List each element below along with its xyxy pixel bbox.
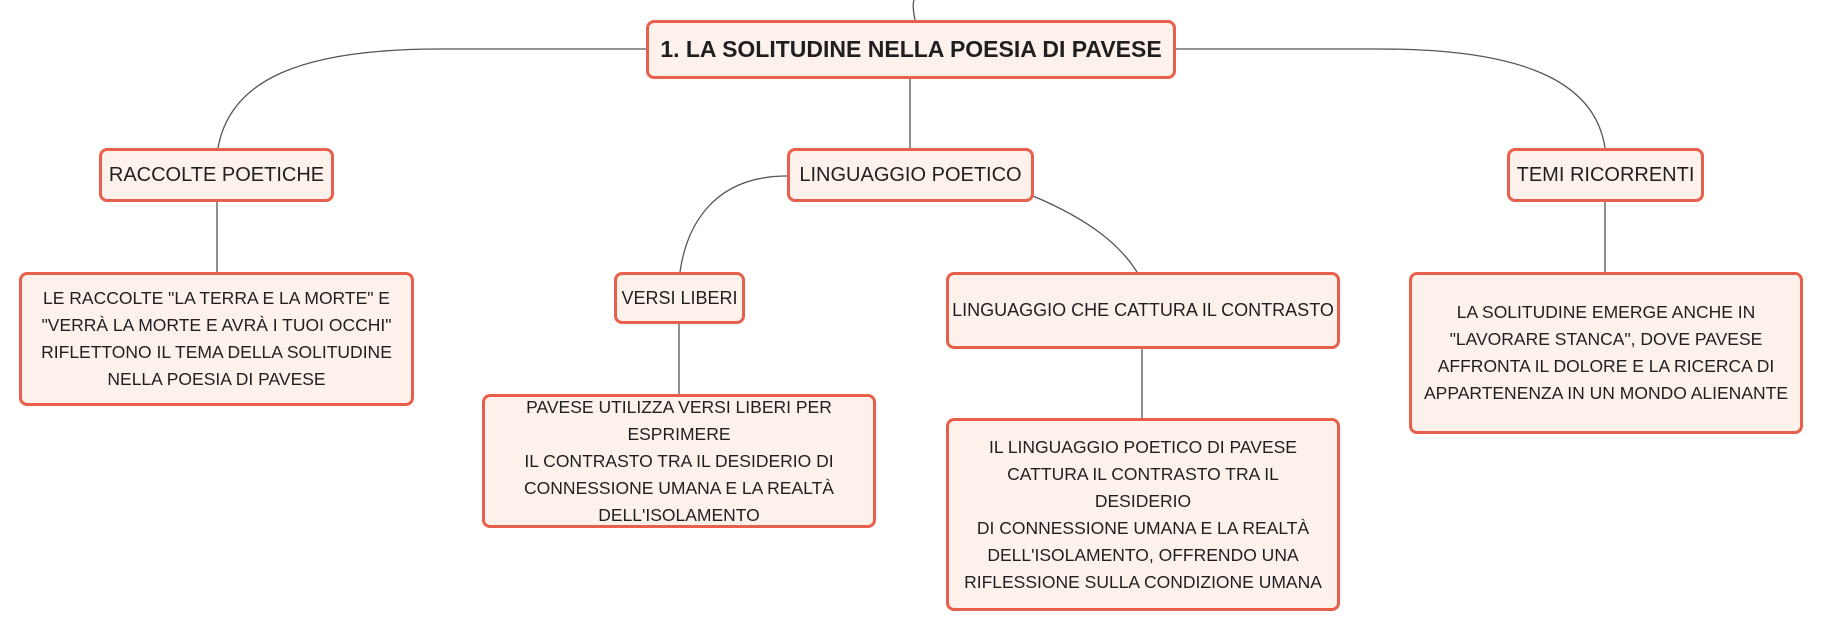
connector-root-parent <box>913 0 915 20</box>
subtopic-versi-liberi-label: VERSI LIBERI <box>621 287 738 308</box>
connector-linguaggio-versi <box>680 176 787 272</box>
branch-temi-ricorrenti[interactable] <box>1507 148 1704 202</box>
leaf-raccolte-text: LE RACCOLTE "LA TERRA E LA MORTE" E "VERRÀ LA MORTE E AVRÀ I TUOI OCCHI" RIFLETTONO IL TEMA DELLA SOLITUDINE NELLA POESIA DI PAVESE <box>41 288 392 389</box>
connector-linguaggio-contrasto <box>1033 196 1137 272</box>
branch-raccolte-label: RACCOLTE POETICHE <box>108 163 325 186</box>
branch-linguaggio-poetico[interactable] <box>787 148 1034 202</box>
leaf-contrasto-detail[interactable] <box>946 418 1340 611</box>
leaf-temi-detail[interactable] <box>1409 272 1803 434</box>
leaf-versi-liberi-text: PAVESE UTILIZZA VERSI LIBERI PER ESPRIMERE IL CONTRASTO TRA IL DESIDERIO DI CONNESSIONE UMANA E LA REALTÀ DELL'ISOLAMENTO <box>524 396 834 525</box>
connector-root-temi <box>1176 49 1605 148</box>
subtopic-linguaggio-contrasto[interactable] <box>946 272 1340 349</box>
root-topic-label: 1. LA SOLITUDINE NELLA POESIA DI PAVESE <box>660 36 1162 62</box>
leaf-temi-text: LA SOLITUDINE EMERGE ANCHE IN "LAVORARE STANCA", DOVE PAVESE AFFRONTA IL DOLORE E LA RICERCA DI APPARTENENZA IN UN MONDO ALIENANTE <box>1423 302 1788 403</box>
subtopic-contrasto-label: LINGUAGGIO CHE CATTURA IL CONTRASTO <box>952 300 1334 320</box>
leaf-contrasto-text: IL LINGUAGGIO POETICO DI PAVESE CATTURA IL CONTRASTO TRA IL DESIDERIO DI CONNESSIONE UMANA E LA REALTÀ DELL'ISOLAMENTO, OFFRENDO UNA RIFLESSIONE SULLA CONDIZIONE UMANA <box>964 436 1322 592</box>
root-topic-node[interactable] <box>646 20 1176 79</box>
branch-linguaggio-label: LINGUAGGIO POETICO <box>799 163 1022 186</box>
branch-temi-label: TEMI RICORRENTI <box>1516 163 1695 186</box>
leaf-raccolte-detail[interactable] <box>19 272 414 406</box>
leaf-versi-liberi-detail[interactable] <box>482 394 876 528</box>
subtopic-versi-liberi[interactable] <box>614 272 745 324</box>
connector-root-raccolte <box>218 49 646 148</box>
branch-raccolte-poetiche[interactable] <box>99 148 334 202</box>
